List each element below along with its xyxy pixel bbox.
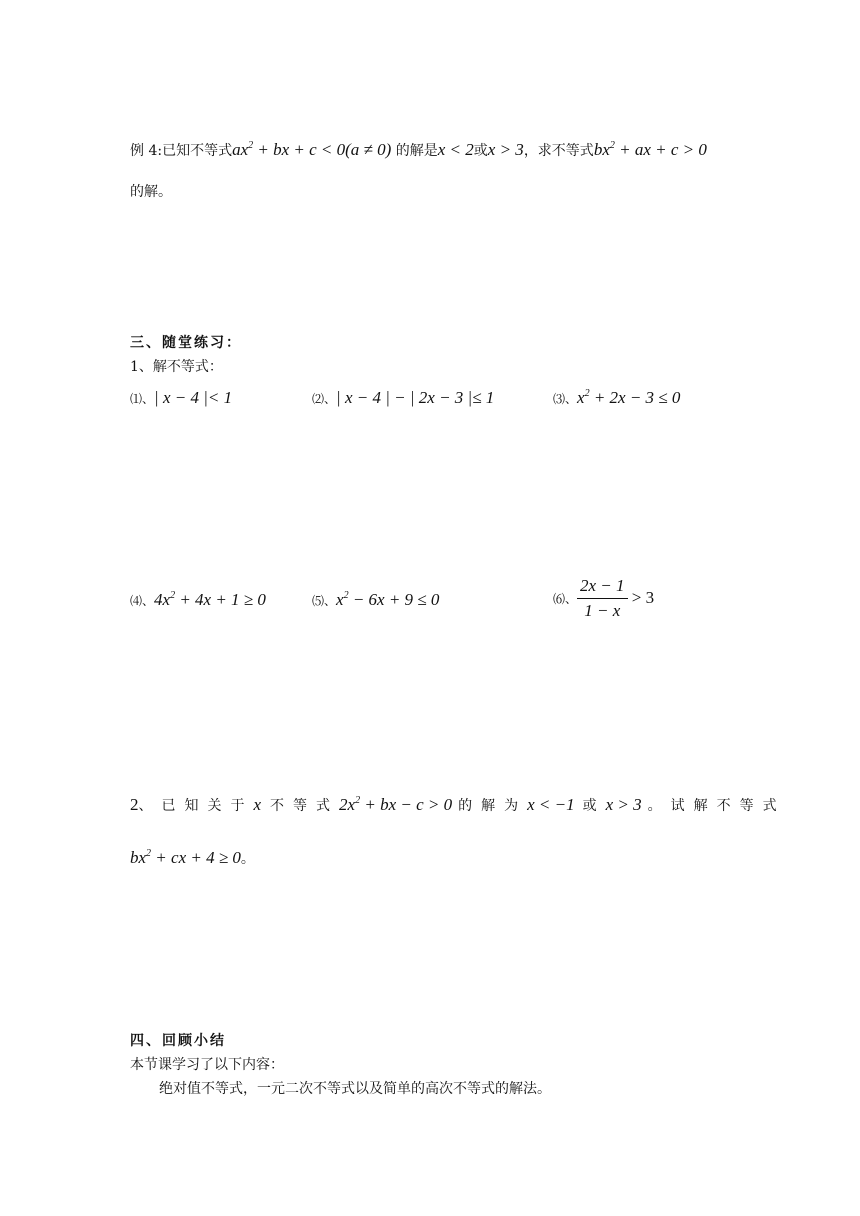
example-4-line-2: 的解。 — [130, 184, 172, 200]
section-4-heading: 四、回顾小结 — [130, 1033, 226, 1049]
exercise-6: ⑹、 $\frac{2x - 1}{1 - x}$ > 3 — [553, 576, 655, 620]
exercise-2: ⑵、| x − 4 | − | 2x − 3 |≤ 1 — [312, 388, 495, 407]
exercise-5: ⑸、$x^2 - 6x + 9 \le 0$ — [312, 590, 440, 609]
inequality-1: $ax^2$ + bx + c < 0(a ≠ 0) — [232, 140, 392, 159]
example-label: 例 4: — [130, 143, 163, 159]
fraction: $\frac{2x - 1}{1 - x}$ — [577, 576, 628, 621]
section-3-heading: 三、随堂练习： — [130, 335, 242, 351]
inequality-2: $bx^2$ + ax + c > 0 — [593, 140, 707, 159]
exercise-1: ⑴、| x − 4 |< 1 — [130, 388, 233, 407]
exercise-3: ⑶、$x^2 + 2x - 3 \le 0$ — [553, 388, 681, 407]
summary-content: 绝对值不等式，一元二次不等式以及简单的高次不等式的解法。 — [159, 1081, 551, 1097]
exercise-4: ⑷、$4x^2 + 4x + 1 \ge 0$ — [130, 590, 266, 609]
example-4: 例 4:已知不等式$ax^2$ + bx + c < 0(a ≠ 0) 的解是x < 2或x > 3，求不等式$bx^2$ + ax + c > 0 — [130, 140, 707, 159]
question-2-line-2: $bx^2$ + cx + 4 ≥ 0。 — [130, 848, 255, 867]
question-2: 2、已知关于x 不等式$2x^2$ + bx − c > 0 的解为x < −1 或x > 3 。试解不等式 — [130, 795, 786, 814]
question-1-title: 1、解不等式： — [130, 359, 223, 375]
summary-intro: 本节课学习了以下内容： — [130, 1057, 284, 1073]
